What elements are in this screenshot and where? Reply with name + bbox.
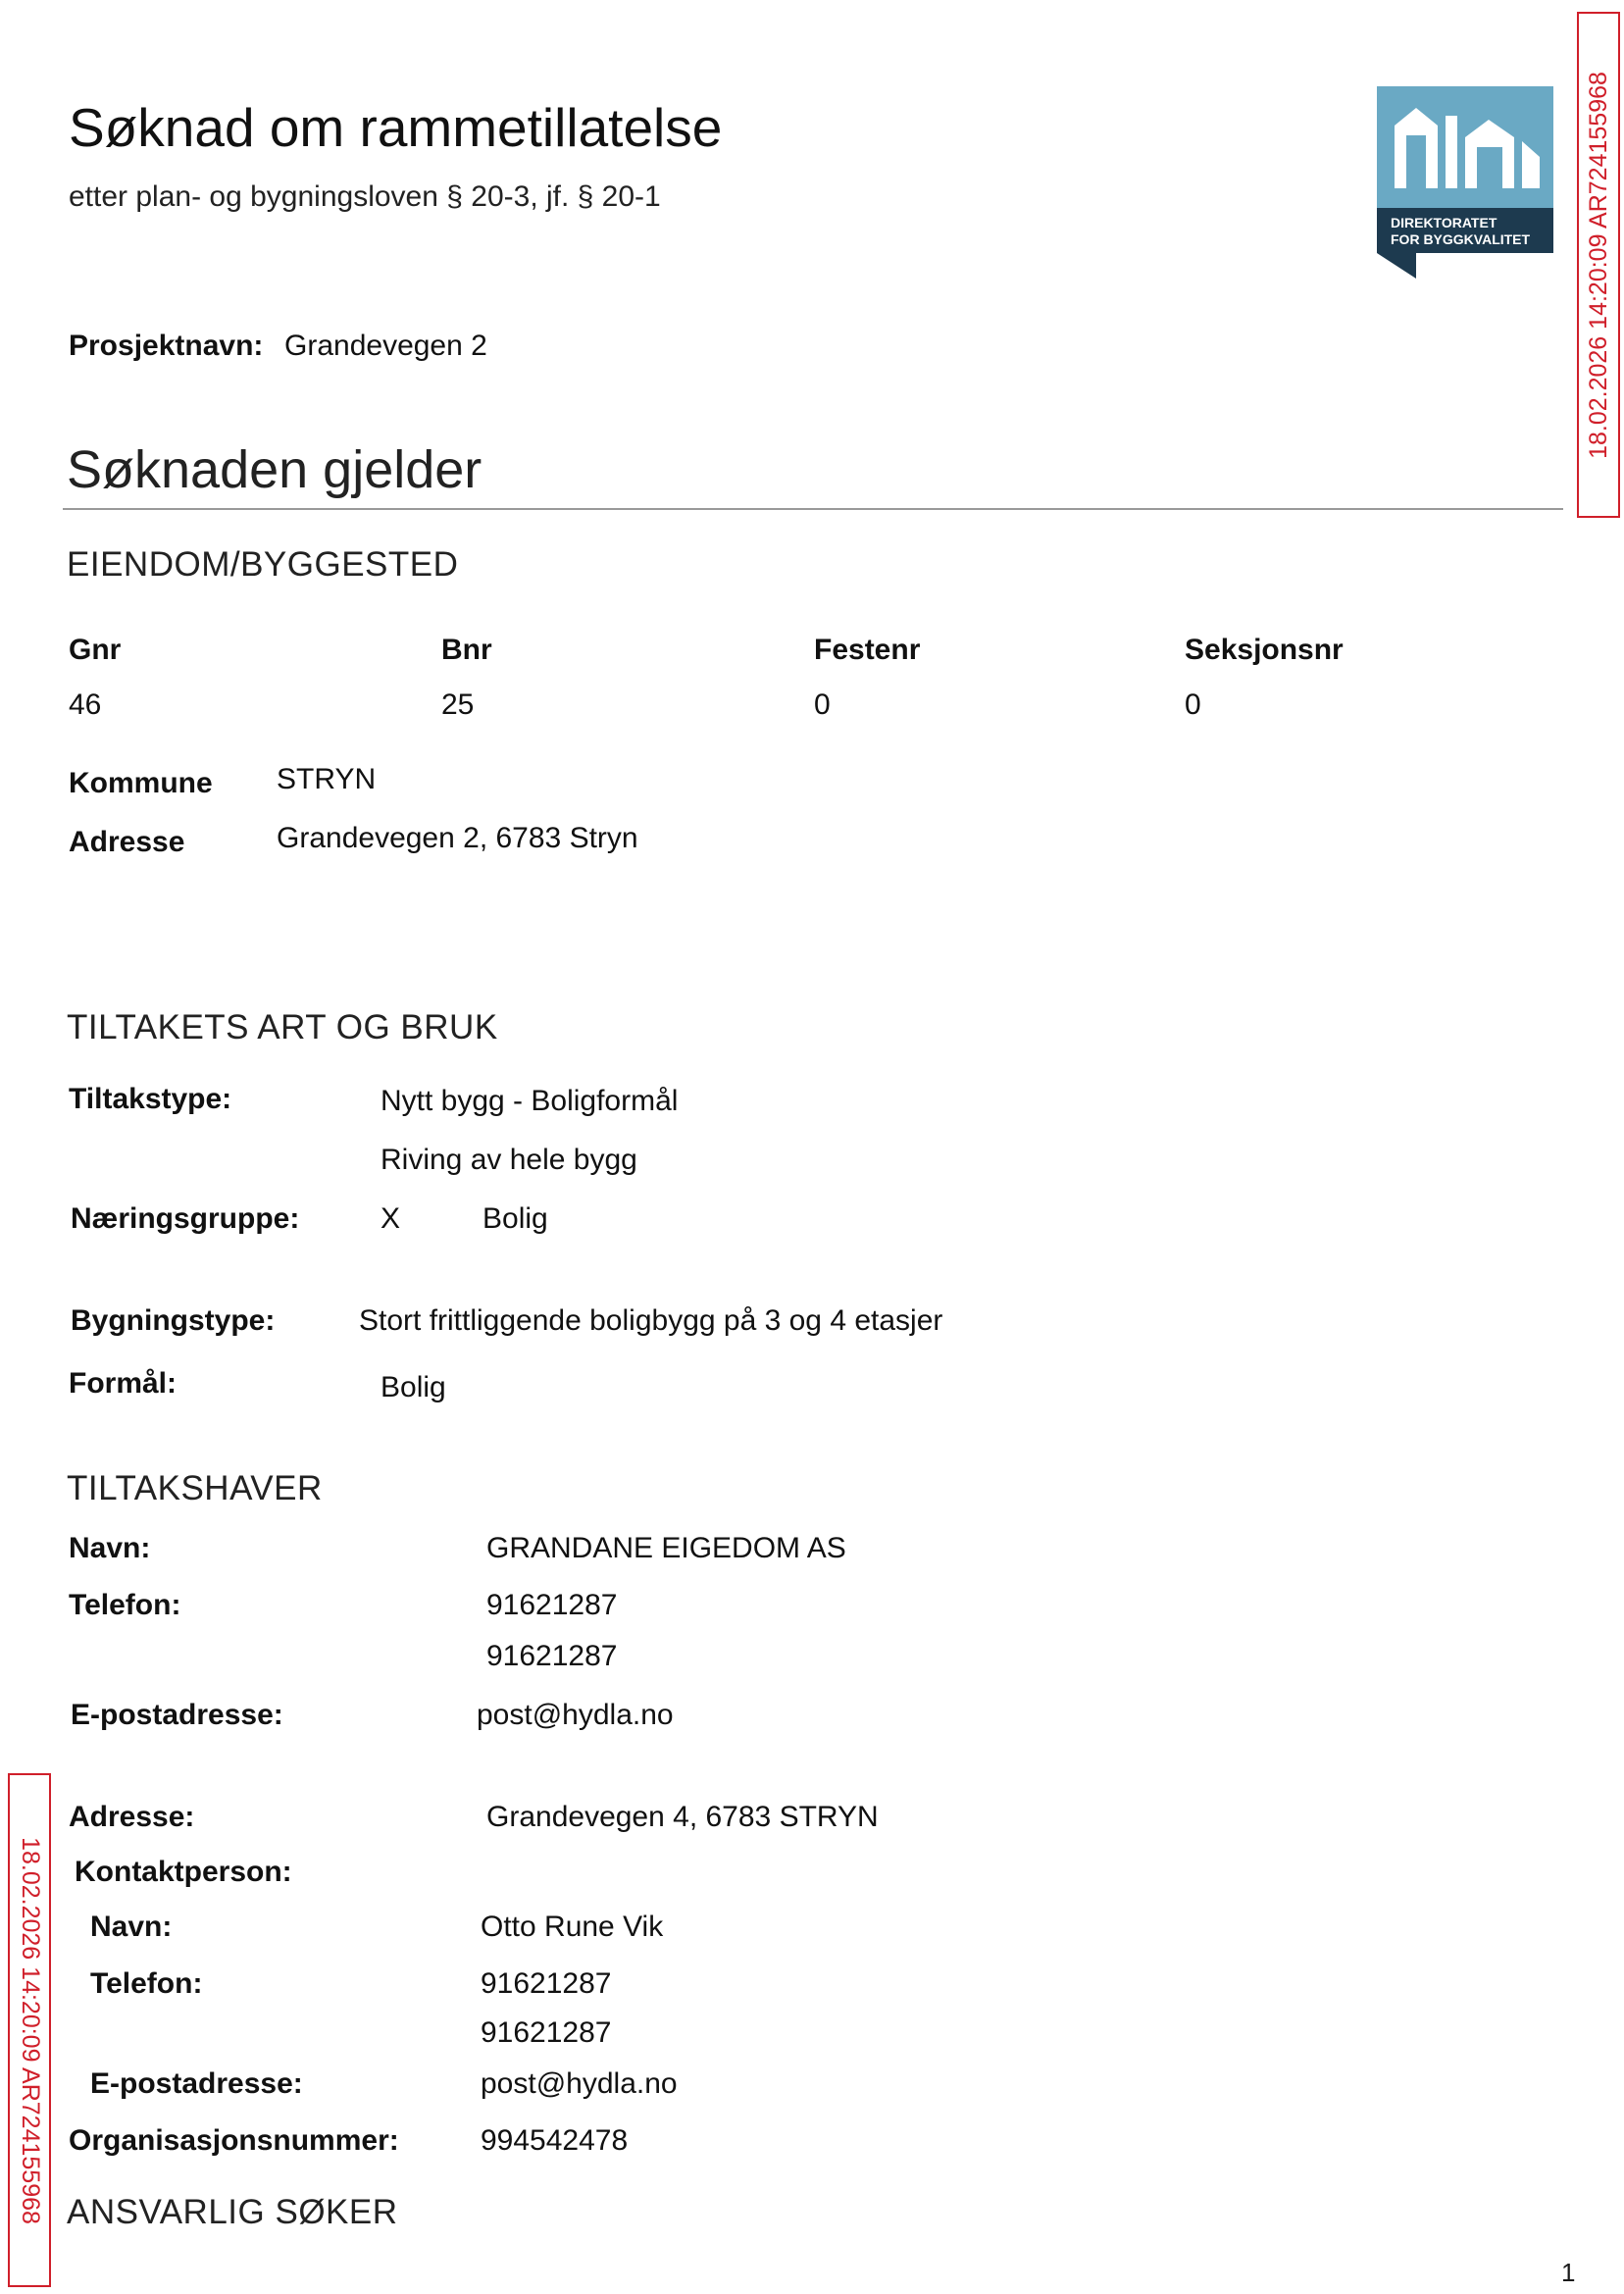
dibk-logo-icon — [1377, 86, 1553, 279]
kontakt-epost-value: post@hydla.no — [481, 2067, 678, 2100]
section-title: Søknaden gjelder — [67, 440, 482, 499]
stamp-text: 18.02.2026 14:20:09 AR724155968 — [1584, 71, 1612, 459]
seksjonsnr-value: 0 — [1185, 688, 1201, 721]
gnr-label: Gnr — [69, 634, 122, 666]
project-label: Prosjektnavn: — [69, 330, 264, 362]
owner-telefon-value-1: 91621287 — [486, 1589, 618, 1621]
naeringsgruppe-code: X — [381, 1202, 401, 1235]
bnr-label: Bnr — [441, 634, 492, 666]
adresse-value: Grandevegen 2, 6783 Stryn — [277, 822, 638, 854]
tiltakstype-label: Tiltakstype: — [69, 1083, 232, 1115]
orgnr-value: 994542478 — [481, 2124, 629, 2157]
kontakt-epost-label: E-postadresse: — [90, 2067, 303, 2100]
owner-epost-label: E-postadresse: — [71, 1699, 283, 1731]
formal-label: Formål: — [69, 1367, 178, 1400]
kontaktperson-label: Kontaktperson: — [75, 1856, 292, 1888]
bygningstype-label: Bygningstype: — [71, 1304, 276, 1337]
stamp-text: 18.02.2026 14:20:09 AR724155968 — [16, 1836, 44, 2224]
dibk-logo — [1377, 86, 1553, 279]
tiltakstype-value-2: Riving av hele bygg — [381, 1144, 637, 1176]
bnr-value: 25 — [441, 688, 475, 721]
gnr-value: 46 — [69, 688, 102, 721]
adresse-label: Adresse — [69, 826, 185, 858]
naeringsgruppe-label: Næringsgruppe: — [71, 1202, 300, 1235]
stamp-left — [8, 1773, 51, 2287]
document-subtitle: etter plan- og bygningsloven § 20-3, jf. § 20-1 — [69, 180, 661, 213]
kontakt-telefon-value-2: 91621287 — [481, 2016, 612, 2049]
formal-value: Bolig — [381, 1371, 446, 1403]
kontakt-navn-label: Navn: — [90, 1911, 173, 1943]
applicant-heading: ANSVARLIG SØKER — [67, 2193, 398, 2231]
page-number: 1 — [1561, 2258, 1576, 2287]
owner-navn-value: GRANDANE EIGEDOM AS — [486, 1532, 846, 1564]
project-value: Grandevegen 2 — [284, 330, 487, 362]
measure-heading: TILTAKETS ART OG BRUK — [67, 1008, 498, 1046]
document-title: Søknad om rammetillatelse — [69, 97, 723, 158]
owner-adresse-value: Grandevegen 4, 6783 STRYN — [486, 1801, 879, 1833]
logo-line-2: FOR BYGGKVALITET — [1391, 231, 1531, 247]
orgnr-label: Organisasjonsnummer: — [69, 2124, 399, 2157]
tiltakstype-value-1: Nytt bygg - Boligformål — [381, 1085, 679, 1117]
kommune-value: STRYN — [277, 763, 377, 795]
section-divider — [63, 508, 1563, 510]
logo-line-1: DIREKTORATET — [1391, 215, 1497, 230]
festenr-label: Festenr — [814, 634, 921, 666]
kontakt-navn-value: Otto Rune Vik — [481, 1911, 664, 1943]
owner-navn-label: Navn: — [69, 1532, 151, 1564]
property-heading: EIENDOM/BYGGESTED — [67, 545, 459, 584]
bygningstype-value: Stort frittliggende boligbygg på 3 og 4 etasjer — [359, 1304, 943, 1337]
owner-telefon-value-2: 91621287 — [486, 1640, 618, 1672]
stamp-right — [1577, 12, 1620, 518]
owner-telefon-label: Telefon: — [69, 1589, 181, 1621]
naeringsgruppe-value: Bolig — [482, 1202, 548, 1235]
kommune-label: Kommune — [69, 767, 213, 799]
owner-heading: TILTAKSHAVER — [67, 1469, 323, 1507]
owner-adresse-label: Adresse: — [69, 1801, 195, 1833]
seksjonsnr-label: Seksjonsnr — [1185, 634, 1344, 666]
kontakt-telefon-value-1: 91621287 — [481, 1967, 612, 2000]
owner-epost-value: post@hydla.no — [477, 1699, 674, 1731]
kontakt-telefon-label: Telefon: — [90, 1967, 203, 2000]
festenr-value: 0 — [814, 688, 831, 721]
